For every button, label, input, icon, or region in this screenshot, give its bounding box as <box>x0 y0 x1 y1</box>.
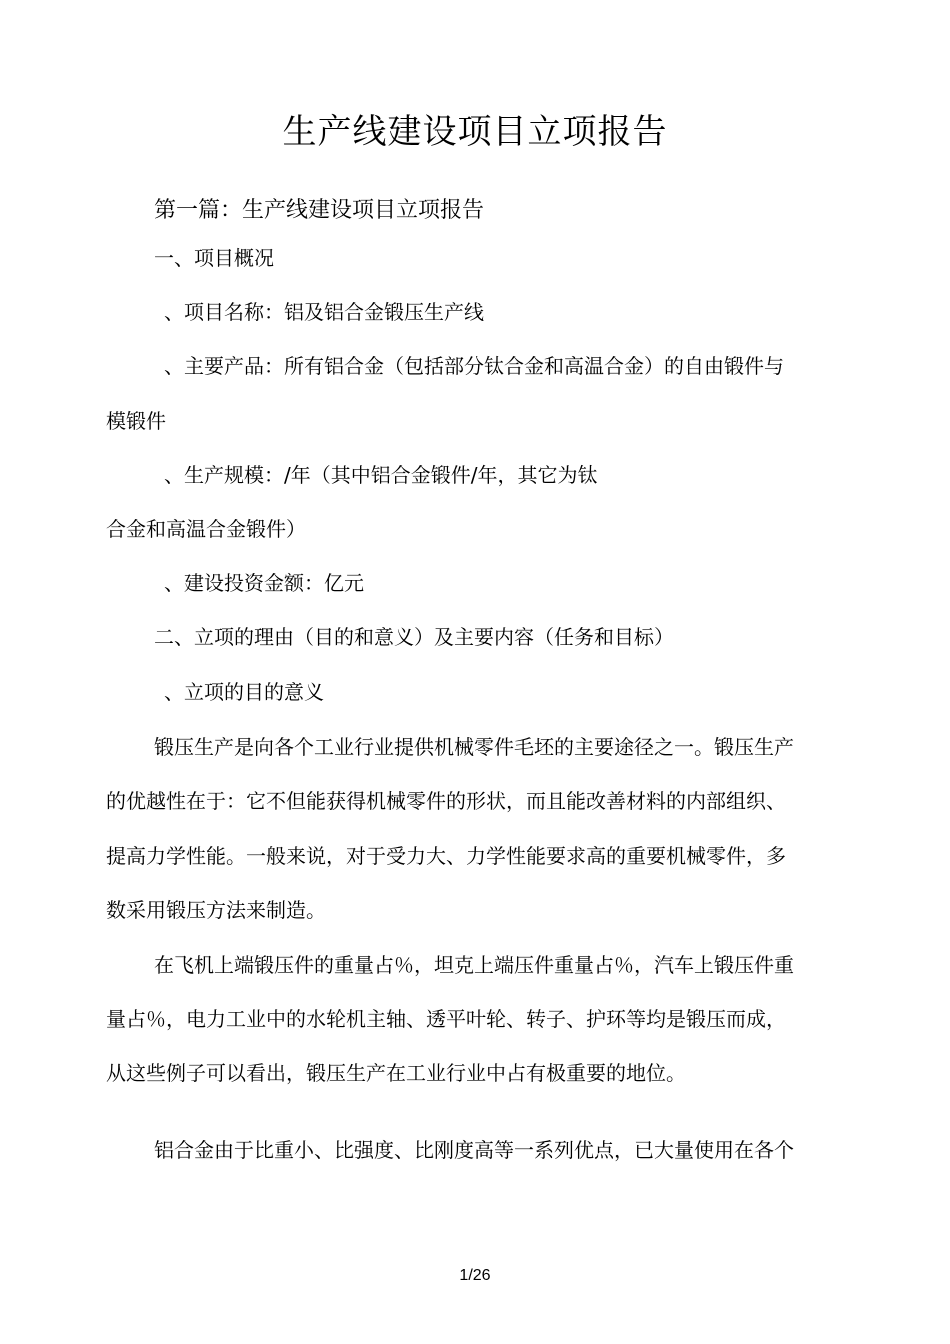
item-project-name: 、项目名称：铝及铝合金锻压生产线 <box>164 300 484 324</box>
paragraph-line: 在飞机上端锻压件的重量占％，坦克上端压件重量占％，汽车上锻压件重 <box>154 953 794 977</box>
paragraph-line: 铝合金由于比重小、比强度、比刚度高等一系列优点，已大量使用在各个 <box>154 1138 794 1162</box>
item-production-scale-continued: 合金和高温合金锻件） <box>106 517 306 541</box>
item-investment-amount: 、建设投资金额：亿元 <box>164 571 364 595</box>
item-main-products-continued: 模锻件 <box>106 409 166 433</box>
subsection-heading: 一、项目概况 <box>154 246 274 270</box>
paragraph-line: 从这些例子可以看出，锻压生产在工业行业中占有极重要的地位。 <box>106 1061 686 1085</box>
page-number: 1/26 <box>459 1267 491 1284</box>
document-title: 生产线建设项目立项报告 <box>282 112 668 152</box>
item-main-products: 、主要产品：所有铝合金（包括部分钛合金和高温合金）的自由锻件与 <box>164 354 784 378</box>
item-production-scale: 、生产规模：/年（其中铝合金锻件/年，其它为钛 <box>164 463 598 487</box>
paragraph-line: 量占％，电力工业中的水轮机主轴、透平叶轮、转子、护环等均是锻压而成， <box>106 1007 786 1031</box>
section-heading: 第一篇：生产线建设项目立项报告 <box>154 198 485 223</box>
paragraph-line: 数采用锻压方法来制造。 <box>106 898 326 922</box>
subsection-heading: 二、立项的理由（目的和意义）及主要内容（任务和目标） <box>154 625 674 649</box>
paragraph-line: 锻压生产是向各个工业行业提供机械零件毛坯的主要途径之一。锻压生产 <box>154 735 794 759</box>
paragraph-line: 的优越性在于：它不但能获得机械零件的形状，而且能改善材料的内部组织、 <box>106 789 786 813</box>
item-purpose: 、立项的目的意义 <box>164 680 324 704</box>
paragraph-line: 提高力学性能。一般来说，对于受力大、力学性能要求高的重要机械零件，多 <box>106 844 786 868</box>
